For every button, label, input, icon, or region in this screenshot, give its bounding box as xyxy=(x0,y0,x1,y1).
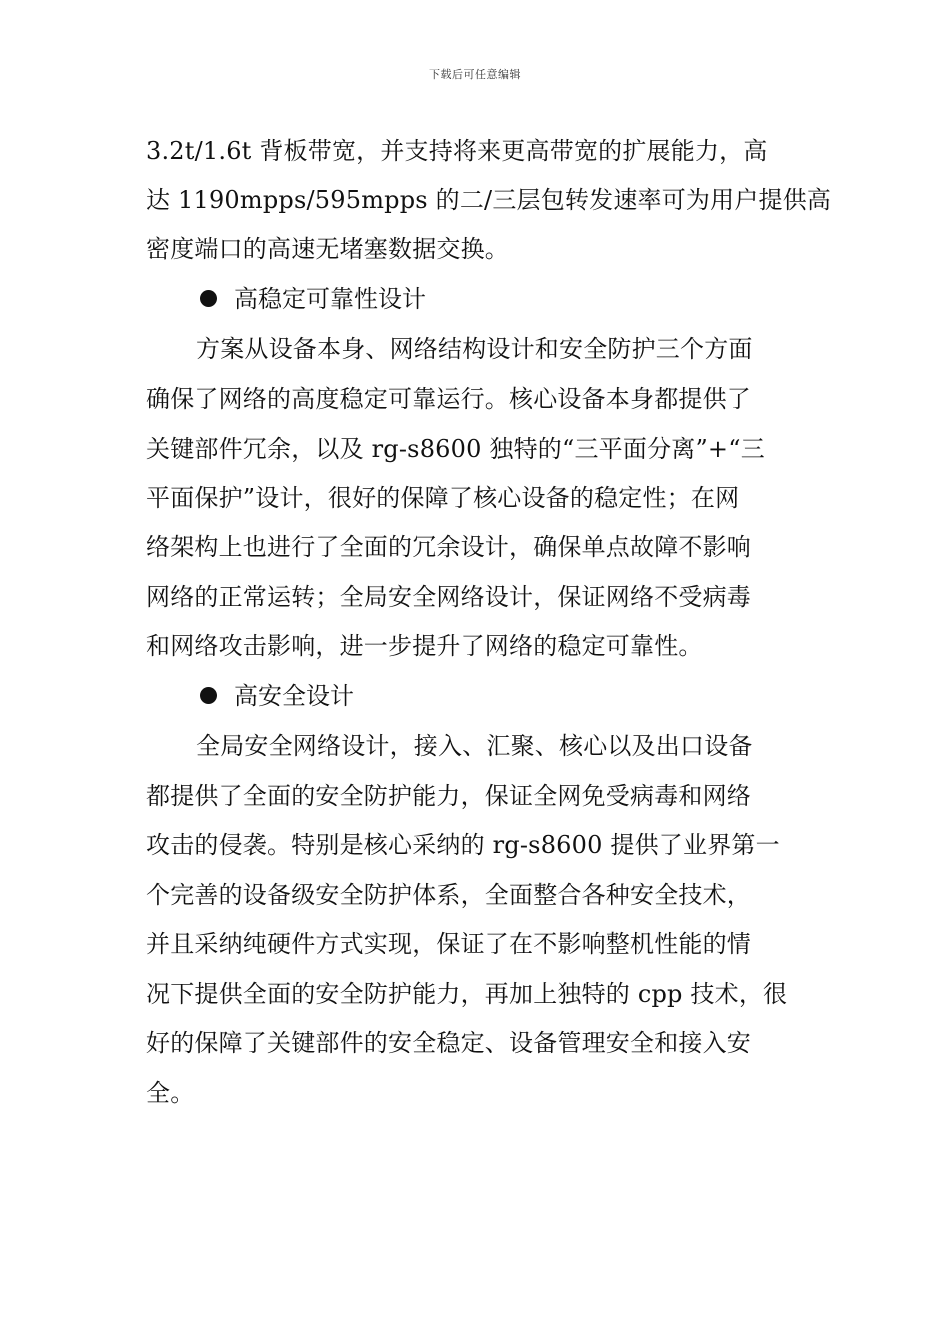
bullet-heading xyxy=(200,284,426,314)
bullet-heading-text: 高安全设计 xyxy=(234,682,354,710)
paragraph-line: 密度端口的高速无堵塞数据交换。 xyxy=(146,235,509,263)
paragraph-line: 个完善的设备级安全防护体系，全面整合各种安全技术， xyxy=(146,881,751,909)
paragraph-line: 全局安全网络设计，接入、汇聚、核心以及出口设备 xyxy=(196,732,753,760)
paragraph-line: 达 1190mpps/595mpps 的二/三层包转发速率可为用户提供高 xyxy=(146,186,832,214)
paragraph-line: 全。 xyxy=(146,1079,195,1107)
paragraph-line: 3.2t/1.6t 背板带宽，并支持将来更高带宽的扩展能力，高 xyxy=(146,137,768,165)
paragraph-line: 确保了网络的高度稳定可靠运行。核心设备本身都提供了 xyxy=(146,385,751,413)
paragraph-line: 好的保障了关键部件的安全稳定、设备管理安全和接入安 xyxy=(146,1029,751,1057)
paragraph-line: 关键部件冗余，以及 rg-s8600 独特的“三平面分离”+“三 xyxy=(146,435,765,463)
paragraph-line: 并且采纳纯硬件方式实现，保证了在不影响整机性能的情 xyxy=(146,930,751,958)
paragraph-line: 况下提供全面的安全防护能力，再加上独特的 cpp 技术，很 xyxy=(146,980,788,1008)
paragraph-line: 平面保护”设计，很好的保障了核心设备的稳定性；在网 xyxy=(146,484,740,512)
paragraph-line: 都提供了全面的安全防护能力，保证全网免受病毒和网络 xyxy=(146,782,751,810)
paragraph-line: 和网络攻击影响，进一步提升了网络的稳定可靠性。 xyxy=(146,632,703,660)
paragraph-line: 络架构上也进行了全面的冗余设计，确保单点故障不影响 xyxy=(146,533,751,561)
bullet-heading xyxy=(200,681,354,711)
paragraph-line: 方案从设备本身、网络结构设计和安全防护三个方面 xyxy=(196,335,753,363)
bullet-icon xyxy=(200,687,217,704)
bullet-heading-text: 高稳定可靠性设计 xyxy=(234,285,426,313)
paragraph-line: 网络的正常运转；全局安全网络设计，保证网络不受病毒 xyxy=(146,583,751,611)
bullet-icon xyxy=(200,290,217,307)
paragraph-line: 攻击的侵袭。特别是核心采纳的 rg-s8600 提供了业界第一 xyxy=(146,831,780,859)
page-header: 下载后可任意编辑 xyxy=(429,68,521,81)
